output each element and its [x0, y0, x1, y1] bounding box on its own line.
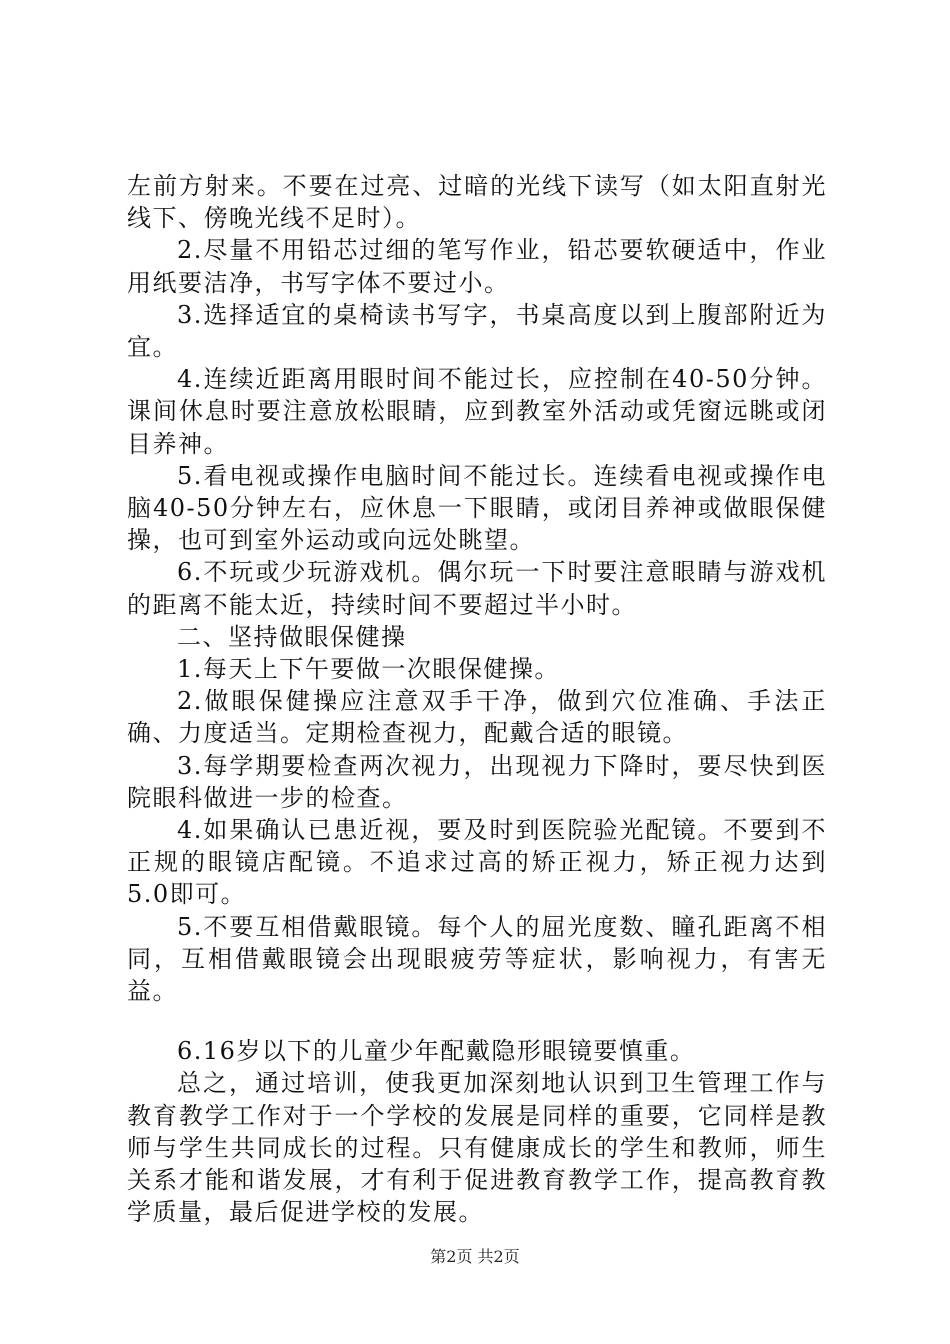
- paragraph-eye-exercise-2: 2.做眼保健操应注意双手干净，做到穴位准确、手法正确、力度适当。定期检查视力，配戴合适的眼镜。: [127, 687, 827, 748]
- paragraph-item-5: 5.看电视或操作电脑时间不能过长。连续看电视或操作电脑40-50分钟左右，应休息一下眼睛，或闭目养神或做眼保健操，也可到室外运动或向远处眺望。: [127, 461, 827, 555]
- paragraph-eye-exercise-6: 6.16岁以下的儿童少年配戴隐形眼镜要慎重。: [177, 1037, 696, 1066]
- paragraph-eye-exercise-5: 5.不要互相借戴眼镜。每个人的屈光度数、瞳孔距离不相同，互相借戴眼镜会出现眼疲劳等症状，影响视力，有害无益。: [127, 912, 827, 1006]
- paragraph-eye-exercise-4: 4.如果确认已患近视，要及时到医院验光配镜。不要到不正规的眼镜店配镜。不追求过高的矫正视力，矫正视力达到5.0即可。: [127, 816, 827, 909]
- paragraph-item-2: 2.尽量不用铅芯过细的笔写作业，铅芯要软硬适中，作业用纸要洁净，书写字体不要过小。: [127, 236, 827, 297]
- paragraph-continuation: 左前方射来。不要在过亮、过暗的光线下读写（如太阳直射光线下、傍晚光线不足时）。: [127, 172, 827, 233]
- paragraph-conclusion: 总之，通过培训，使我更加深刻地认识到卫生管理工作与教育教学工作对于一个学校的发展是同样的重要，它同样是教师与学生共同成长的过程。只有健康成长的学生和教师，师生关系才能和谐发展，才有利于促进教育教学工作，提高教育教学质量，最后促进学校的发展。: [127, 1069, 827, 1227]
- section-heading-2: 二、坚持做眼保健操: [177, 622, 407, 651]
- document-body: [127, 170, 827, 1229]
- paragraph-item-3: 3.选择适宜的桌椅读书写字，书桌高度以到上腹部附近为宜。: [127, 300, 827, 362]
- paragraph-item-6: 6.不玩或少玩游戏机。偶尔玩一下时要注意眼睛与游戏机的距离不能太近，持续时间不要超过半小时。: [127, 558, 827, 619]
- paragraph-eye-exercise-1: 1.每天上下午要做一次眼保健操。: [177, 655, 560, 684]
- page-footer: 第2页 共2页: [430, 1247, 520, 1266]
- paragraph-item-4: 4.连续近距离用眼时间不能过长，应控制在40-50分钟。课间休息时要注意放松眼睛，应到教室外活动或凭窗远眺或闭目养神。: [127, 365, 827, 458]
- paragraph-eye-exercise-3: 3.每学期要检查两次视力，出现视力下降时，要尽快到医院眼科做进一步的检查。: [127, 751, 827, 812]
